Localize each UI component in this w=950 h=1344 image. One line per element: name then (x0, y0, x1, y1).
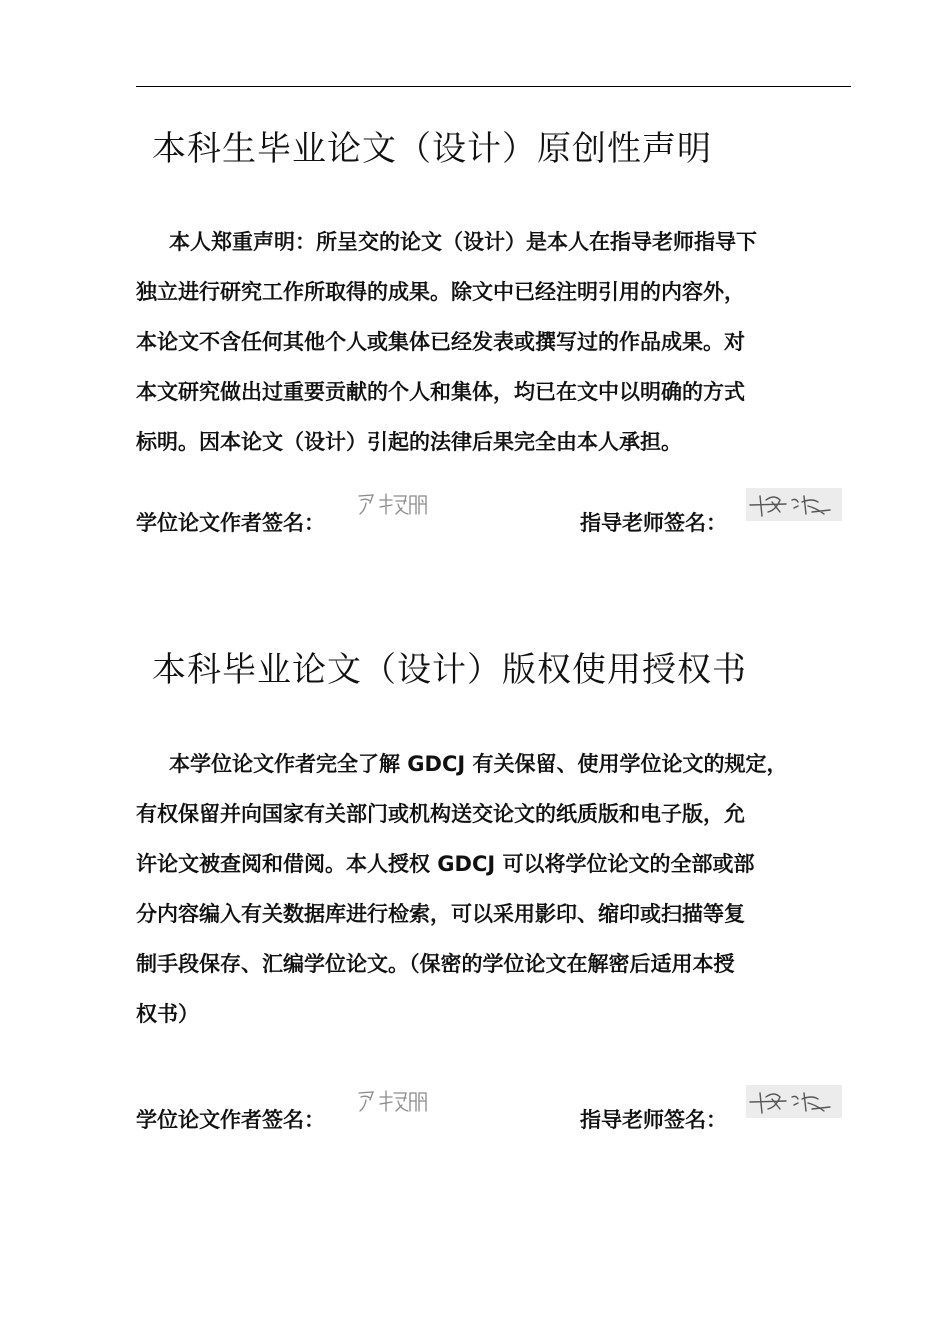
header-rule (136, 86, 851, 87)
authorization-line: 制手段保存、汇编学位论文。（保密的学位论文在解密后适用本授 (136, 952, 735, 976)
declaration-line: 本人郑重声明：所呈交的论文（设计）是本人在指导老师指导下 (169, 230, 757, 254)
authorization-line: 有权保留并向国家有关部门或机构送交论文的纸质版和电子版，允 (136, 802, 745, 826)
declaration-title: 本科生毕业论文（设计）原创性声明 (152, 129, 712, 169)
authorization-line: 分内容编入有关数据库进行检索，可以采用影印、缩印或扫描等复 (136, 902, 745, 926)
authorization-line: 本学位论文作者完全了解 GDCJ 有关保留、使用学位论文的规定， (169, 752, 788, 776)
declaration-line: 本文研究做出过重要贡献的个人和集体，均已在文中以明确的方式 (136, 380, 745, 404)
authorization-line: 权书） (136, 1002, 199, 1026)
advisor-signature-image (746, 1085, 842, 1118)
declaration-body (136, 217, 866, 467)
authorization-body (136, 739, 866, 1039)
advisor-signature-label: 指导老师签名： (580, 1108, 727, 1132)
author-signature-label: 学位论文作者签名： (136, 511, 325, 535)
declaration-line: 独立进行研究工作所取得的成果。除文中已经注明引用的内容外， (136, 280, 745, 304)
authorization-title: 本科毕业论文（设计）版权使用授权书 (152, 650, 747, 690)
declaration-line: 标明。因本论文（设计）引起的法律后果完全由本人承担。 (136, 430, 682, 454)
advisor-signature-label: 指导老师签名： (580, 511, 727, 535)
author-signature-label: 学位论文作者签名： (136, 1108, 325, 1132)
advisor-signature-image (746, 488, 842, 521)
author-signature-image (356, 1087, 436, 1117)
declaration-line: 本论文不含任何其他个人或集体已经发表或撰写过的作品成果。对 (136, 330, 745, 354)
authorization-line: 许论文被查阅和借阅。本人授权 GDCJ 可以将学位论文的全部或部 (136, 852, 755, 876)
author-signature-image (356, 490, 436, 520)
